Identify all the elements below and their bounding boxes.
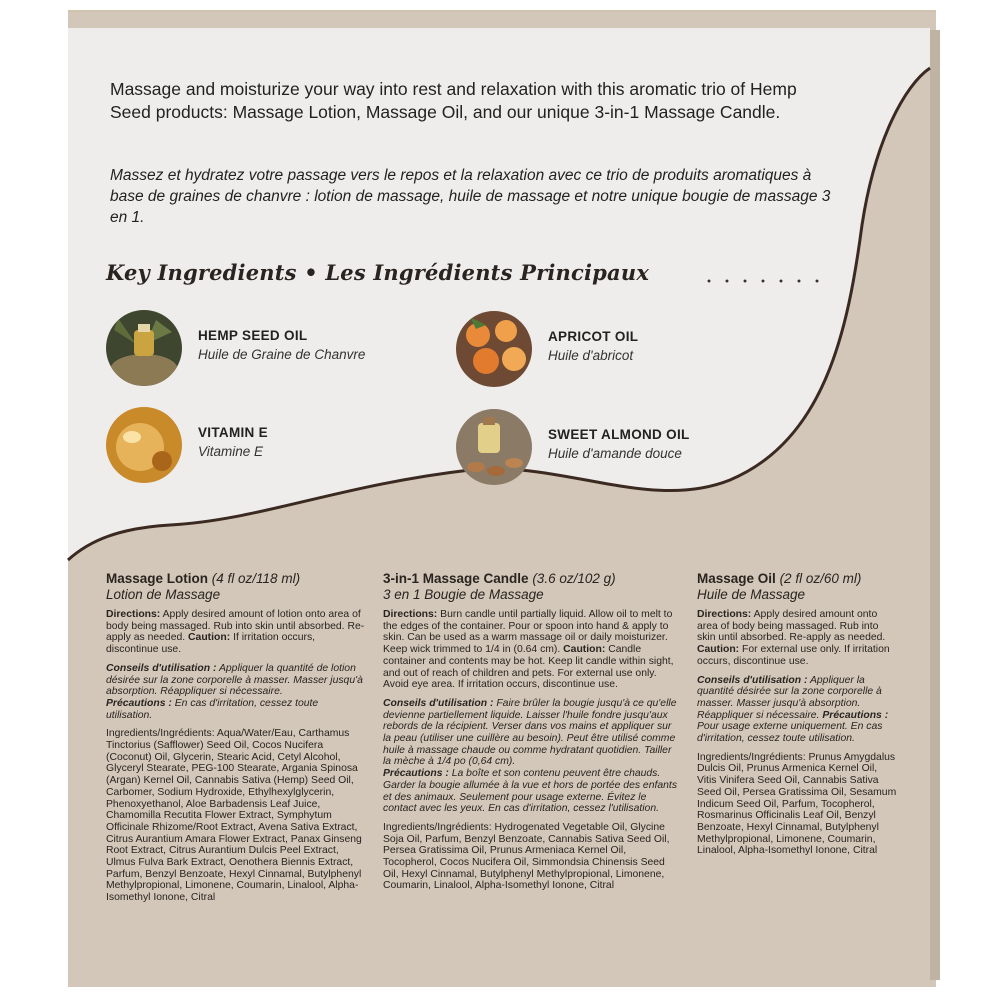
ingredient-name-fr: Huile d'amande douce	[548, 446, 682, 461]
product-size: (3.6 oz/102 g)	[532, 571, 616, 586]
hemp-seed-oil-icon	[106, 310, 182, 386]
ingredient-name-fr: Huile d'abricot	[548, 348, 634, 363]
vitamin-e-capsule-icon	[106, 407, 182, 483]
directions: Directions: Apply desired amount onto area of body being massaged. Rub into skin until absorbed. Re-apply as needed. Caution: For external use only. If irritation occurs, discontinue use.	[697, 609, 890, 667]
product-massage-candle	[383, 571, 678, 899]
conseils: Conseils d'utilisation : Appliquer la quantité désirée sur la zone corporelle à masser. Masser jusqu'à absorption. Réappliquer si nécessaire. Précautions : Pour usage externe uniquement. En cas d'irritation, cessez toute utilisation.	[697, 674, 889, 745]
intro-english: Massage and moisturize your way into rest and relaxation with this aromatic trio of Hemp Seed products: Massage Lotion, Massage Oil, and our unique 3-in-1 Massage Candle.	[110, 79, 797, 122]
product-title: 3-in-1 Massage Candle	[383, 571, 529, 586]
ingredient-name-fr: Vitamine E	[198, 444, 264, 459]
ingredients-list: Ingredients/Ingrédients: Aqua/Water/Eau, Carthamus Tinctorius (Safflower) Seed Oil, Cocos Nucifera (Coconut) Oil, Glycerin, Stearic Acid, Cetyl Alcohol, Glyceryl Stearate, PEG-100 Stearate, Argania Spinosa (Argan) Kernel Oil, Cannabis Sativa (Hemp) Seed Oil, Carbomer, Sodium Hydroxide, Ethylhexylglycerin, Phenoxyethanol, Aloe Barbadensis Leaf Juice, Chamomilla Recutita Flower Extract, Symphytum Officinale Rhizome/Root Extract, Avena Sativa Extract, Citrus Aurantium Amara Flower Extract, Panax Ginseng Root Extract, Citrus Aurantium Dulcis Peel Extract, Ulmus Fulva Bark Extract, Oenothera Biennis Extract, Parfum, Benzyl Benzoate, Hexyl Cinnamal, Butylphenyl Methylpropional, Limonene, Coumarin, Linalool, Alpha-Isomethyl Ionone, Citral	[106, 728, 362, 904]
almond-oil-icon	[456, 409, 532, 485]
product-massage-oil	[697, 571, 897, 864]
conseils: Conseils d'utilisation : Appliquer la quantité de lotion désirée sur la zone corporelle à masser. Masser jusqu'à absorption. Réappliquer si nécessaire. Précautions : En cas d'irritation, cessez toute utilisation.	[106, 662, 363, 721]
directions: Directions: Apply desired amount of lotion onto area of body being massaged. Rub into skin until absorbed. Re-apply as needed. Caution: If irritation occurs, discontinue use.	[106, 609, 365, 656]
product-subtitle: Lotion de Massage	[106, 587, 221, 602]
ingredient-name-fr: Huile de Graine de Chanvre	[198, 347, 366, 362]
apricot-icon	[456, 311, 532, 387]
directions: Directions: Burn candle until partially liquid. Allow oil to melt to the edges of the container. Pour or spoon into hand & apply to skin. Can be used as a warm massage oil or daily moisturizer. Keep wick trimmed to 1/4 in (0.64 cm). Caution: Candle container and contents may be hot. Keep lit candle within sight, and out of reach of children and pets. For external use only. Avoid eye area. If irritation occurs, discontinue use.	[383, 609, 674, 691]
product-massage-lotion	[106, 571, 366, 911]
product-subtitle: 3 en 1 Bougie de Massage	[383, 587, 544, 602]
ingredient-name: SWEET ALMOND OIL	[548, 427, 690, 442]
product-subtitle: Huile de Massage	[697, 587, 806, 602]
product-size: (4 fl oz/118 ml)	[211, 571, 301, 586]
ingredient-name: HEMP SEED OIL	[198, 328, 308, 343]
key-ingredients-title: Key Ingredients • Les Ingrédients Principaux	[106, 260, 650, 285]
ingredient-name: APRICOT OIL	[548, 329, 639, 344]
ingredients-list: Ingredients/Ingrédients: Hydrogenated Vegetable Oil, Glycine Soja Oil, Parfum, Benzyl Benzoate, Cannabis Sativa Seed Oil, Persea Gratissima Oil, Prunus Armeniaca Kernel Oil, Tocopherol, Cocos Nucifera Oil, Simmondsia Chinensis Seed Oil, Hexyl Cinnamal, Butylphenyl Methylpropional, Limonene, Coumarin, Linalool, Alpha-Isomethyl Ionone, Citral	[383, 821, 670, 892]
dotted-divider	[700, 279, 828, 283]
product-size: (2 fl oz/60 ml)	[779, 571, 862, 586]
product-title: Massage Oil	[697, 571, 776, 586]
ingredient-name: VITAMIN E	[198, 425, 268, 440]
product-title: Massage Lotion	[106, 571, 209, 586]
ingredients-list: Ingredients/Ingrédients: Prunus Amygdalus Dulcis Oil, Prunus Armenica Kernel Oil, Vitis Vinifera Seed Oil, Cannabis Sativa Seed Oil, Persea Gratissima Oil, Sesamum Indicum Seed Oil, Parfum, Tocopherol, Rosmarinus Officinalis Leaf Oil, Benzyl Benzoate, Hexyl Cinnamal, Butylphenyl Methylpropional, Limonene, Coumarin, Linalool, Alpha-Isomethyl Ionone, Citral	[697, 751, 897, 857]
intro-french: Massez et hydratez votre passage vers le repos et la relaxation avec ce trio de produits aromatiques à base de graines de chanvre : lotion de massage, huile de massage et notre unique bougie de massage 3 en 1.	[110, 167, 831, 226]
conseils: Conseils d'utilisation : Faire brûler la bougie jusqu'à ce qu'elle devienne partiellement liquide. Laisser l'huile fondre jusqu'aux rebords de la récipient. Verser dans vos mains et appliquer sur la peau (utiliser une cuillère au besoin). Peut être utilisé comme huile à massage chaude ou comme hydratant quotidien. Tailler la mèche à 1/4 po (0,64 cm). Précautions : La boîte et son contenu peuvent être chauds. Garder la bougie allumée à la vue et hors de portée des enfants et des animaux. Seulement pour usage externe. Évitez le contact avec les yeux. En cas d'irritation, cessez l'utilisation.	[383, 697, 678, 815]
